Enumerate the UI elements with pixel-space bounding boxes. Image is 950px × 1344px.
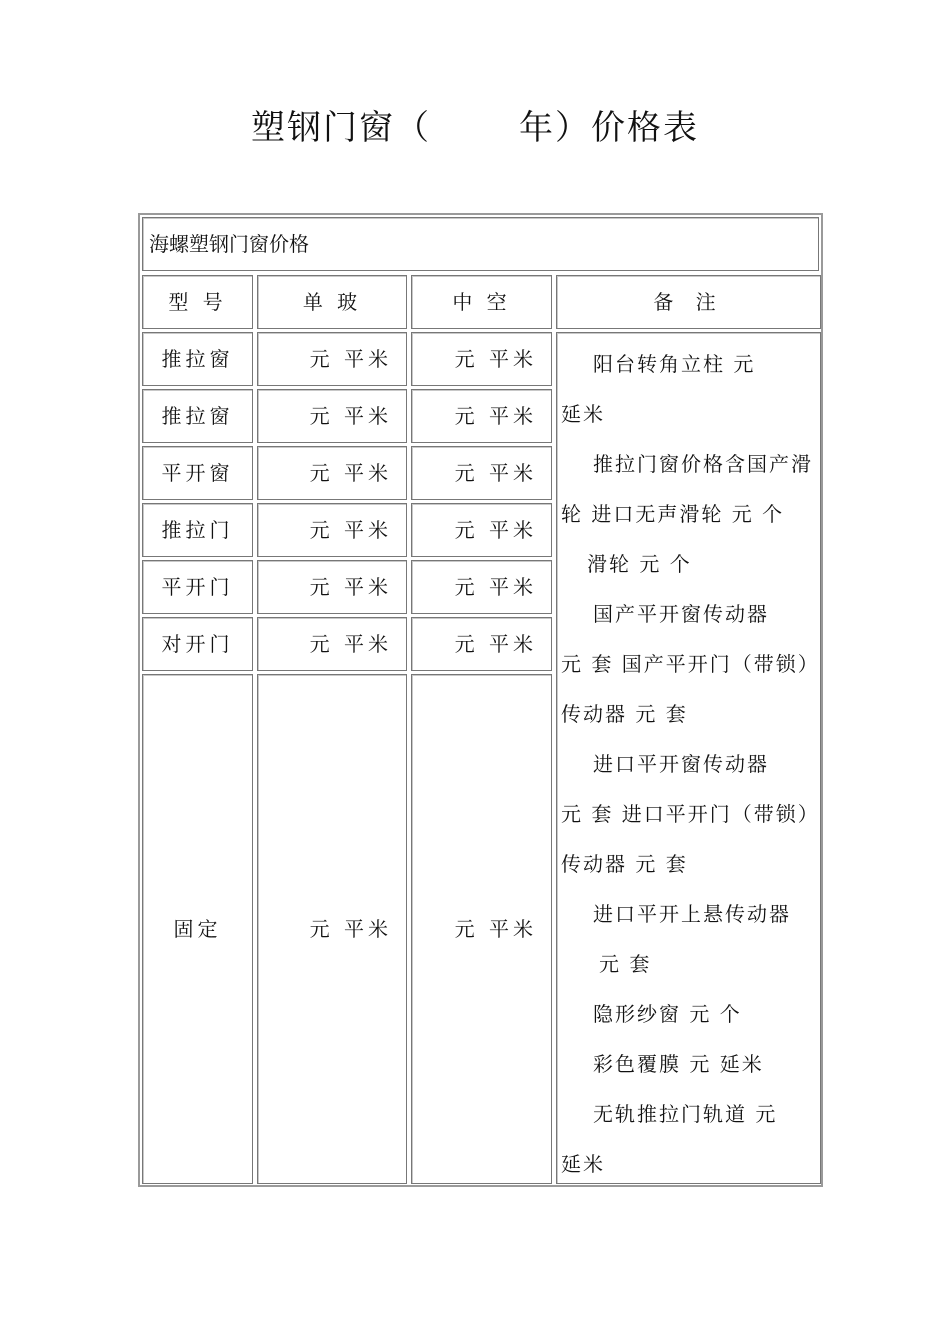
- note-line: 延米: [561, 402, 605, 426]
- row-4-hollow: 元 平米: [411, 503, 552, 557]
- note-line: 彩色覆膜 元 延米: [593, 1052, 764, 1076]
- row-2-hollow: 元 平米: [411, 389, 552, 443]
- row-5-hollow: 元 平米: [411, 560, 552, 614]
- row-4-model: 推拉门: [142, 503, 253, 557]
- header-single-glass: 单 玻: [257, 275, 407, 329]
- header-notes: 备 注: [556, 275, 821, 329]
- row-7-single: 元 平米: [257, 674, 407, 1184]
- header-hollow-glass: 中 空: [411, 275, 552, 329]
- note-line: 进口平开窗传动器: [593, 752, 769, 776]
- title-left: 塑钢门窗（: [251, 108, 431, 148]
- note-line: 元 套: [599, 952, 652, 976]
- row-2-model: 推拉窗: [142, 389, 253, 443]
- note-line: 进口平开上悬传动器: [593, 902, 791, 926]
- row-2-single: 元 平米: [257, 389, 407, 443]
- header-model: 型 号: [142, 275, 253, 329]
- row-1-model: 推拉窗: [142, 332, 253, 386]
- note-line: 元 套 国产平开门（带锁）: [561, 652, 820, 676]
- notes-cell: [556, 332, 821, 1184]
- row-1-hollow: 元 平米: [411, 332, 552, 386]
- note-line: 推拉门窗价格含国产滑: [593, 452, 813, 476]
- row-3-single: 元 平米: [257, 446, 407, 500]
- title-right: 年）价格表: [519, 108, 699, 148]
- row-5-single: 元 平米: [257, 560, 407, 614]
- note-line: 元 套 进口平开门（带锁）: [561, 802, 820, 826]
- note-line: 延米: [561, 1152, 605, 1176]
- row-4-single: 元 平米: [257, 503, 407, 557]
- note-line: 无轨推拉门轨道 元: [593, 1102, 778, 1126]
- note-line: 滑轮 元 个: [587, 552, 692, 576]
- row-3-hollow: 元 平米: [411, 446, 552, 500]
- note-line: 国产平开窗传动器: [593, 602, 769, 626]
- table-caption: 海螺塑钢门窗价格: [142, 217, 819, 271]
- row-7-hollow: 元 平米: [411, 674, 552, 1184]
- row-7-model: 固定: [142, 674, 253, 1184]
- row-3-model: 平开窗: [142, 446, 253, 500]
- note-line: 轮 进口无声滑轮 元 个: [561, 502, 785, 526]
- price-table: [138, 213, 823, 1187]
- note-line: 隐形纱窗 元 个: [593, 1002, 742, 1026]
- note-line: 传动器 元 套: [561, 702, 688, 726]
- note-line: 传动器 元 套: [561, 852, 688, 876]
- row-5-model: 平开门: [142, 560, 253, 614]
- page-title: [0, 100, 950, 149]
- row-1-single: 元 平米: [257, 332, 407, 386]
- row-6-model: 对开门: [142, 617, 253, 671]
- row-6-single: 元 平米: [257, 617, 407, 671]
- note-line: 阳台转角立柱 元: [593, 352, 756, 376]
- row-6-hollow: 元 平米: [411, 617, 552, 671]
